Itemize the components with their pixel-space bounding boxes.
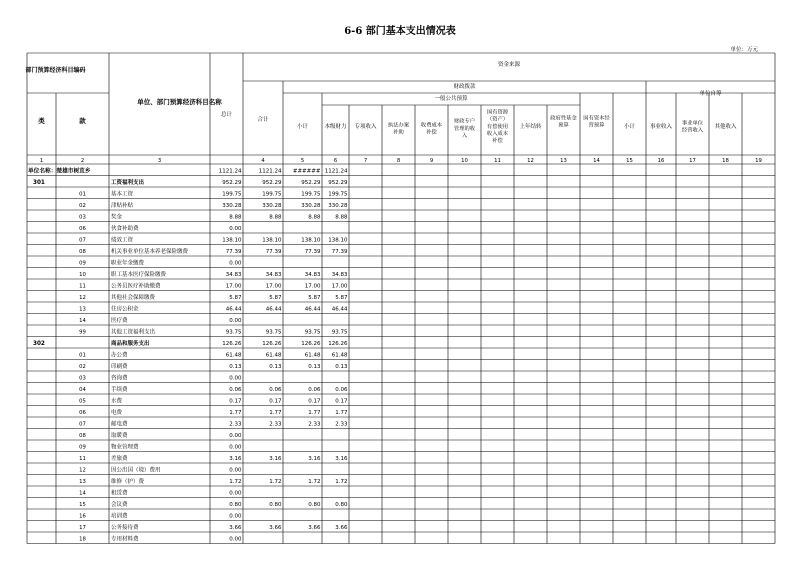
col-number: 17 — [689, 158, 696, 164]
row-item-name: 印刷费 — [111, 364, 128, 370]
row-unit-name: 单位名称：楚雄市树苴乡 — [28, 168, 91, 175]
header-soe-capital: 营预算 — [588, 122, 605, 129]
row-value: 61.48 — [265, 352, 282, 359]
header-self-raised: 单位自筹 — [699, 91, 722, 97]
row-item-name: 维修（护）费 — [111, 479, 145, 485]
row-value: 199.75 — [301, 191, 321, 198]
row-kuan-code: 08 — [79, 433, 86, 439]
row-item-name: 差旅费 — [111, 456, 128, 462]
row-value: 1121.24 — [218, 168, 242, 175]
row-value: 330.28 — [301, 203, 321, 209]
row-kuan-code: 18 — [79, 536, 86, 543]
header-fee-subsidy: 收费成本 — [420, 122, 443, 129]
row-item-name: 津贴补贴 — [111, 203, 134, 209]
header-special-income: 专项收入 — [354, 124, 377, 130]
row-value: 46.44 — [331, 306, 348, 313]
row-item-name: 水费 — [111, 398, 123, 405]
row-value: 8.88 — [269, 214, 282, 221]
col-number: 14 — [593, 158, 600, 164]
row-value: 61.48 — [225, 352, 242, 359]
row-value: 61.48 — [331, 352, 348, 359]
row-value: 0.06 — [229, 387, 242, 393]
col-number: 1 — [39, 158, 44, 164]
row-item-name: 电费 — [111, 410, 123, 416]
row-value: 330.28 — [222, 203, 242, 209]
row-value: 93.75 — [225, 329, 242, 336]
row-item-name: 住房公积金 — [111, 306, 139, 313]
header-own-fiscal: 本级财力 — [324, 124, 347, 130]
row-kuan-code: 13 — [79, 306, 86, 313]
row-value: 0.06 — [308, 387, 321, 393]
row-kuan-code: 05 — [79, 398, 86, 405]
header-general-budget: 一般公共预算 — [434, 96, 468, 102]
col-number: 3 — [157, 158, 162, 164]
col-number: 9 — [429, 158, 434, 164]
row-value: 2.33 — [335, 421, 348, 428]
header-col-total: 总计 — [220, 112, 233, 118]
row-lei-code: 301 — [33, 180, 45, 186]
row-value: 126.26 — [301, 341, 321, 347]
header-fiscal-allocation: 财政拨款 — [453, 84, 476, 90]
row-value: 199.75 — [328, 191, 348, 198]
row-kuan-code: 14 — [79, 318, 86, 324]
row-value: 2.33 — [229, 421, 242, 428]
row-value: 46.44 — [304, 306, 321, 313]
row-value: 0.00 — [229, 318, 242, 324]
col-number: 13 — [560, 158, 567, 164]
row-value: 34.83 — [225, 272, 242, 278]
row-kuan-code: 02 — [79, 203, 86, 209]
header-state-asset: 有偿使用 — [486, 123, 509, 130]
row-kuan-code: 11 — [79, 283, 86, 290]
row-lei-code: 302 — [33, 341, 45, 347]
header-state-asset: 收入成本 — [486, 131, 509, 138]
header-self-xiaoji: 小计 — [623, 124, 636, 130]
row-value: 1.77 — [335, 410, 348, 416]
row-kuan-code: 07 — [79, 421, 86, 428]
row-value: 93.75 — [304, 329, 321, 336]
row-item-name: 取暖费 — [111, 433, 128, 439]
row-kuan-code: 02 — [79, 364, 86, 370]
row-value: 0.00 — [229, 467, 242, 474]
row-value: 0.80 — [269, 502, 282, 508]
row-item-name: 其他工资福利支出 — [111, 329, 156, 336]
row-item-name: 公务接待费 — [111, 525, 139, 531]
row-value: 1121.24 — [324, 168, 348, 175]
row-value: 330.28 — [262, 203, 282, 209]
row-value: 17.00 — [304, 283, 321, 290]
row-value: 952.29 — [262, 180, 282, 186]
row-value: 3.16 — [308, 456, 321, 462]
row-value: 199.75 — [222, 191, 242, 198]
row-value: 952.29 — [328, 180, 348, 186]
row-value: 952.29 — [301, 180, 321, 186]
row-value: 0.13 — [269, 364, 282, 370]
row-value: 126.26 — [262, 341, 282, 347]
row-kuan-code: 17 — [79, 525, 86, 531]
row-value: 5.87 — [335, 295, 348, 301]
row-kuan-code: 16 — [79, 513, 86, 520]
row-value: 77.39 — [304, 249, 321, 255]
row-kuan-code: 09 — [79, 444, 86, 451]
row-value: 3.16 — [269, 456, 282, 462]
header-state-asset: （资产） — [486, 116, 509, 123]
col-number: 5 — [300, 158, 305, 164]
row-item-name: 咨询费 — [111, 375, 128, 382]
row-kuan-code: 08 — [79, 249, 86, 255]
row-kuan-code: 12 — [79, 467, 86, 474]
row-item-name: 职工基本医疗保险缴费 — [111, 272, 167, 278]
col-number: 12 — [527, 158, 534, 164]
row-item-name: 物业管理费 — [111, 444, 139, 451]
row-value: 0.00 — [229, 490, 242, 497]
header-admin-fee: 执法办案 — [387, 122, 410, 129]
row-kuan-code: 07 — [79, 237, 86, 244]
row-value: 3.16 — [229, 456, 242, 462]
row-item-name: 公务员医疗补助缴费 — [111, 283, 161, 290]
header-state-resource: 管理的收 — [453, 125, 476, 132]
row-item-name: 会议费 — [111, 502, 128, 508]
col-number: 15 — [626, 158, 633, 164]
row-value: 8.88 — [335, 214, 348, 221]
row-value: 0.80 — [308, 502, 321, 508]
row-value: 46.44 — [225, 306, 242, 313]
row-value: 0.17 — [308, 398, 321, 405]
header-other-income: 其他收入 — [714, 124, 737, 130]
row-value: 0.00 — [229, 444, 242, 451]
row-kuan-code: 99 — [79, 329, 86, 336]
row-value: 77.39 — [265, 249, 282, 255]
row-kuan-code: 12 — [79, 295, 86, 301]
row-kuan-code: 10 — [79, 272, 86, 278]
header-funding-source: 资金来源 — [497, 62, 521, 68]
header-fee-subsidy: 补偿 — [426, 129, 437, 136]
row-item-name: 办公费 — [111, 352, 128, 359]
row-item-name: 伙食补助费 — [111, 226, 139, 232]
header-code-group: 部门预算经济科目编码 — [25, 67, 86, 74]
header-state-resource: 财政专户 — [453, 118, 476, 125]
row-value: 1121.24 — [258, 168, 282, 175]
col-number: 8 — [396, 158, 401, 164]
row-kuan-code: 03 — [79, 375, 86, 382]
col-number: 18 — [722, 158, 729, 164]
row-item-name: 工资福利支出 — [111, 180, 145, 186]
header-carryover: 上年结转 — [519, 124, 542, 130]
row-value: 0.00 — [229, 226, 242, 232]
header-gov-fund: 预算 — [558, 122, 569, 129]
row-value: 77.39 — [225, 249, 242, 255]
row-value: 1.72 — [229, 479, 242, 485]
row-item-name: 邮电费 — [111, 421, 128, 428]
row-kuan-code: 09 — [79, 260, 86, 267]
col-number: 11 — [494, 158, 501, 164]
row-value: 34.83 — [265, 272, 282, 278]
row-item-name: 培训费 — [111, 513, 128, 520]
row-value: 5.87 — [269, 295, 282, 301]
row-value: 34.83 — [331, 272, 348, 278]
row-item-name: 其他社会保障缴费 — [111, 295, 156, 301]
row-kuan-code: 03 — [79, 214, 86, 221]
row-value: 46.44 — [265, 306, 282, 313]
row-item-name: 商品和服务支出 — [111, 341, 150, 347]
row-value: 0.00 — [229, 433, 242, 439]
row-value: 0.17 — [335, 398, 348, 405]
row-value: 0.00 — [229, 260, 242, 267]
header-col-kuan: 款 — [79, 117, 86, 125]
col-number: 10 — [461, 158, 468, 164]
col-number: 4 — [261, 158, 265, 164]
row-value: 0.13 — [308, 364, 321, 370]
row-value: 2.33 — [308, 421, 321, 428]
row-item-name: 绩效工资 — [111, 237, 134, 244]
header-gov-fund: 政府性基金 — [550, 115, 577, 122]
row-item-name: 职业年金缴费 — [111, 260, 145, 267]
row-kuan-code: 06 — [79, 410, 86, 416]
row-value: 17.00 — [265, 283, 282, 290]
row-value: 3.16 — [335, 456, 348, 462]
header-state-asset: 国有资源 — [486, 109, 509, 116]
header-business-income: 事业收入 — [649, 124, 673, 130]
row-value: 17.00 — [225, 283, 242, 290]
row-kuan-code: 01 — [79, 191, 86, 198]
header-subtotal: 合计 — [257, 117, 269, 123]
row-value: 126.26 — [222, 341, 242, 347]
col-number: 2 — [80, 158, 85, 164]
row-value: 77.39 — [331, 249, 348, 255]
row-value: 0.80 — [229, 502, 242, 508]
row-value: 330.28 — [328, 203, 348, 209]
col-number: 16 — [657, 158, 665, 164]
header-operating-income: 经营收入 — [681, 127, 704, 134]
header-col-name: 单位、部门预算经济科目名称 — [137, 98, 222, 106]
header-admin-fee: 补助 — [393, 129, 404, 136]
col-number: 19 — [755, 158, 762, 164]
header-state-resource: 入 — [461, 133, 468, 140]
row-value: 17.00 — [331, 283, 348, 290]
row-kuan-code: 04 — [79, 387, 86, 393]
row-value: 8.88 — [308, 214, 321, 221]
row-value: 138.10 — [262, 237, 282, 244]
row-value: 0.06 — [269, 387, 282, 393]
row-item-name: 基本工资 — [111, 191, 134, 198]
row-value: 1.72 — [308, 479, 321, 485]
row-item-name: 租赁费 — [111, 490, 128, 497]
row-kuan-code: 13 — [79, 479, 86, 485]
row-value: 5.87 — [229, 295, 242, 301]
row-value: 93.75 — [265, 329, 282, 336]
row-value: 2.33 — [269, 421, 282, 428]
row-value: 0.00 — [229, 536, 242, 543]
header-col-lei: 类 — [38, 117, 45, 125]
row-kuan-code: 11 — [79, 456, 86, 462]
header-state-asset: 补偿 — [492, 138, 503, 145]
row-value: 199.75 — [262, 191, 282, 198]
row-value: 8.88 — [229, 214, 242, 221]
row-value: ###### — [292, 168, 321, 175]
row-value: 0.00 — [229, 375, 242, 382]
row-value: 1.72 — [269, 479, 282, 485]
header-xiaoji: 小计 — [296, 124, 309, 130]
row-value: 3.66 — [269, 525, 282, 531]
row-value: 0.13 — [335, 364, 348, 370]
row-value: 5.87 — [308, 295, 321, 301]
row-item-name: 医疗费 — [111, 318, 128, 324]
row-value: 1.77 — [229, 410, 242, 416]
row-value: 0.13 — [229, 364, 242, 370]
row-kuan-code: 06 — [79, 226, 86, 232]
col-number: 7 — [363, 158, 368, 164]
row-value: 61.48 — [304, 352, 321, 359]
row-kuan-code: 14 — [79, 490, 86, 497]
row-value: 138.10 — [222, 237, 242, 244]
row-item-name: 机关事业单位基本养老保险缴费 — [111, 249, 189, 255]
row-item-name: 专用材料费 — [111, 536, 139, 543]
row-kuan-code: 01 — [79, 352, 86, 359]
row-value: 138.10 — [301, 237, 321, 244]
row-value: 93.75 — [331, 329, 348, 336]
row-value: 952.29 — [222, 180, 242, 186]
unit-label: 单位：万元 — [730, 47, 758, 53]
row-value: 3.66 — [335, 525, 348, 531]
row-kuan-code: 15 — [79, 502, 86, 508]
row-value: 1.77 — [269, 410, 282, 416]
row-value: 3.66 — [308, 525, 321, 531]
header-operating-income: 事业单位 — [681, 120, 704, 127]
row-value: 3.66 — [229, 525, 242, 531]
row-value: 0.80 — [335, 502, 348, 508]
page-title: 6-6 部门基本支出情况表 — [344, 26, 456, 37]
row-value: 1.77 — [308, 410, 321, 416]
header-soe-capital: 国有资本经 — [583, 115, 610, 122]
row-value: 0.06 — [335, 387, 348, 393]
row-value: 126.26 — [328, 341, 348, 347]
row-value: 0.00 — [229, 513, 242, 520]
row-item-name: 手续费 — [111, 387, 128, 393]
col-number: 6 — [333, 158, 338, 164]
row-item-name: 因公出国（境）费用 — [111, 467, 161, 474]
row-value: 0.17 — [229, 398, 242, 405]
row-value: 1.72 — [335, 479, 348, 485]
row-item-name: 奖金 — [111, 214, 123, 221]
row-value: 138.10 — [328, 237, 348, 244]
row-value: 0.17 — [269, 398, 282, 405]
row-value: 34.83 — [304, 272, 321, 278]
